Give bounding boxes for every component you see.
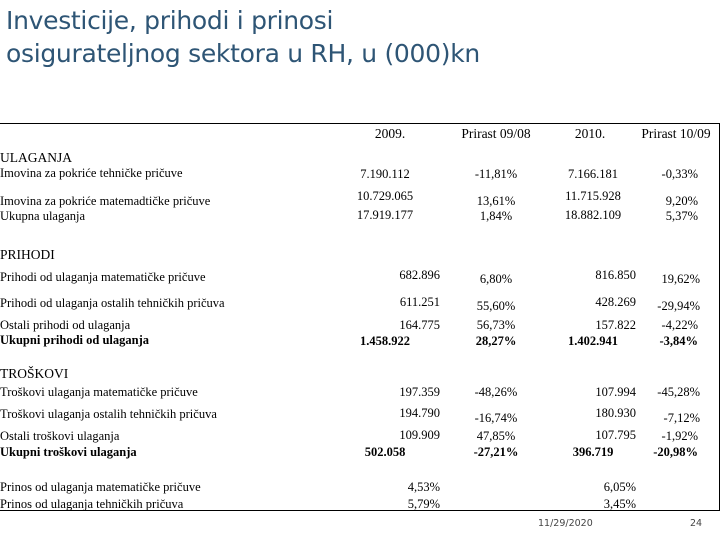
- cell-prirast-1009: -1,92%: [661, 429, 698, 443]
- cell-2009: 1.458.922: [360, 334, 410, 348]
- cell-2009: 682.896: [399, 268, 440, 282]
- row-label: Ostali troškovi ulaganja: [0, 429, 120, 443]
- row-label: Prihodi od ulaganja ostalih tehničkih pričuva: [0, 296, 225, 310]
- cell-prirast-1009: 9,20%: [665, 194, 698, 208]
- section-heading-ulaganja: ULAGANJA: [0, 150, 72, 165]
- row-label: Prihodi od ulaganja matematičke pričuve: [0, 270, 206, 284]
- cell-prirast-0908: 47,85%: [476, 429, 516, 443]
- cell-prirast-0908: 1,84%: [479, 209, 513, 223]
- column-header-prirast-1009: Prirast 10/09: [641, 126, 711, 141]
- cell-2010: 396.719: [572, 445, 614, 459]
- cell-2009: 611.251: [399, 295, 440, 309]
- cell-2009: 7.190.112: [360, 167, 410, 181]
- column-header-2009: 2009.: [374, 126, 406, 141]
- cell-prirast-1009: -20,98%: [653, 445, 698, 459]
- row-label: Ukupni prihodi od ulaganja: [0, 333, 150, 347]
- row-label: Ostali prihodi od ulaganja: [0, 318, 131, 332]
- section-heading-prihodi: PRIHODI: [0, 247, 55, 262]
- cell-2010: 816.850: [595, 268, 636, 282]
- cell-2010: 180.930: [595, 406, 636, 420]
- cell-prirast-0908: -48,26%: [474, 385, 518, 399]
- cell-prirast-1009: -3,84%: [659, 334, 698, 348]
- cell-prirast-0908: -27,21%: [473, 445, 519, 459]
- cell-prirast-0908: -11,81%: [474, 167, 518, 181]
- cell-2010: 11.715.928: [565, 189, 621, 203]
- row-label: Prinos od ulaganja tehničkih pričuva: [0, 497, 184, 511]
- cell-prirast-0908: 56,73%: [476, 318, 516, 332]
- cell-2010: 18.882.109: [564, 208, 622, 222]
- cell-2009: 164.775: [399, 318, 440, 332]
- cell-prirast-1009: -7,12%: [663, 411, 700, 425]
- slide-title-line-2: osigurateljnog sektora u RH, u (000)kn: [6, 39, 480, 68]
- cell-2009: 502.058: [364, 445, 406, 459]
- cell-2009: 194.790: [399, 406, 440, 420]
- row-label: Imovina za pokriće tehničke pričuve: [0, 166, 183, 180]
- cell-2010: 6,05%: [603, 480, 636, 494]
- row-label: Troškovi ulaganja matematičke pričuve: [0, 385, 198, 399]
- cell-2010: 428.269: [595, 295, 636, 309]
- cell-2010: 3,45%: [603, 497, 636, 511]
- cell-prirast-0908: 6,80%: [479, 272, 513, 286]
- cell-prirast-1009: -45,28%: [657, 385, 700, 399]
- cell-2010: 107.795: [595, 428, 636, 442]
- slide-title-line-1: Investicije, prihodi i prinosi: [6, 6, 334, 35]
- cell-2009: 10.729.065: [356, 189, 414, 203]
- row-label: Ukupna ulaganja: [0, 209, 86, 223]
- cell-prirast-0908: 55,60%: [476, 299, 516, 313]
- table-top-border: [0, 123, 720, 124]
- cell-prirast-1009: -29,94%: [657, 299, 700, 313]
- row-label: Imovina za pokriće matemadtičke pričuve: [0, 194, 211, 208]
- cell-2009: 4,53%: [407, 480, 440, 494]
- cell-2009: 109.909: [399, 428, 440, 442]
- section-heading-troskovi: TROŠKOVI: [0, 366, 69, 381]
- cell-2009: 17.919.177: [356, 208, 414, 222]
- cell-prirast-0908: 28,27%: [475, 334, 517, 348]
- cell-prirast-1009: 19,62%: [661, 272, 700, 286]
- row-label: Prinos od ulaganja matematičke pričuve: [0, 480, 201, 494]
- footer-date: 11/29/2020: [538, 518, 593, 529]
- slide-title: [6, 4, 714, 70]
- cell-2010: 107.994: [595, 385, 636, 399]
- cell-2009: 5,79%: [407, 497, 440, 511]
- cell-2010: 1.402.941: [568, 334, 618, 348]
- footer-page-number: 24: [690, 518, 703, 529]
- cell-prirast-0908: -16,74%: [474, 411, 518, 425]
- row-label: Ukupni troškovi ulaganja: [0, 445, 137, 459]
- row-label: Troškovi ulaganja ostalih tehničkih pričuva: [0, 407, 217, 421]
- cell-2010: 157.822: [595, 318, 636, 332]
- cell-2010: 7.166.181: [568, 167, 618, 181]
- cell-prirast-1009: -4,22%: [661, 318, 698, 332]
- cell-prirast-1009: -0,33%: [661, 167, 698, 181]
- cell-2009: 197.359: [399, 385, 440, 399]
- cell-prirast-0908: 13,61%: [476, 194, 516, 208]
- column-header-prirast-0908: Prirast 09/08: [461, 126, 531, 141]
- column-header-2010: 2010.: [574, 126, 606, 141]
- cell-prirast-1009: 5,37%: [665, 209, 698, 223]
